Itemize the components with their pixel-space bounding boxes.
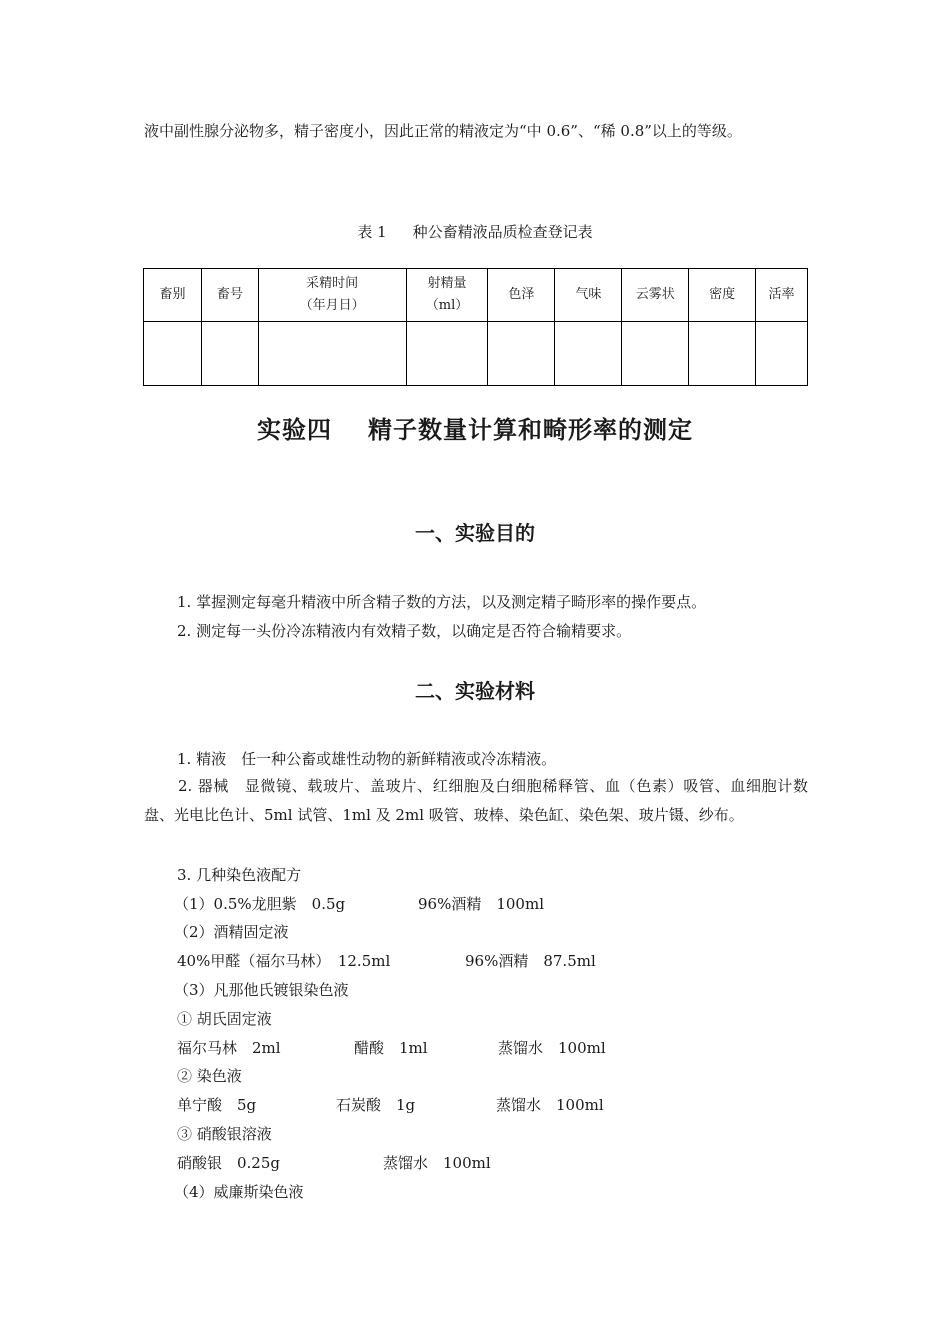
table-cell <box>689 322 756 386</box>
header-cell: 畜别 <box>144 269 202 322</box>
table-cell <box>488 322 555 386</box>
table-header-row <box>144 269 808 322</box>
list-item: 1. 精液 任一种公畜或雄性动物的新鲜精液或冷冻精液。 <box>177 750 557 768</box>
table-cell <box>258 322 406 386</box>
recipe-subheading: ③ 硝酸银溶液 <box>177 1125 272 1143</box>
recipe-subheading: ① 胡氏固定液 <box>177 1010 272 1028</box>
header-cell: 畜号 <box>201 269 258 322</box>
list-item: 3. 几种染色液配方 <box>177 866 302 884</box>
table-row <box>144 322 808 386</box>
list-item-paragraph: 2. 器械 显微镜、载玻片、盖玻片、红细胞及白细胞稀释管、血（色素）吸管、血细胞计数盘、光电比色计、5ml 试管、1ml 及 2ml 吸管、玻棒、染色缸、染色架、玻片镊、纱布。 <box>144 777 808 824</box>
header-cell: 射精量 （ml） <box>406 269 488 322</box>
table-cell <box>555 322 622 386</box>
table-cell <box>201 322 258 386</box>
table-cell <box>144 322 202 386</box>
experiment-heading <box>0 410 950 445</box>
header-cell: 密度 <box>689 269 756 322</box>
header-cell: 采精时间 （年月日） <box>258 269 406 322</box>
table-caption <box>0 221 950 242</box>
semen-quality-table <box>143 268 808 386</box>
experiment-title: 精子数量计算和畸形率的测定 <box>368 416 693 444</box>
list-item: 1. 掌握测定每毫升精液中所含精子数的方法，以及测定精子畸形率的操作要点。 <box>177 593 707 611</box>
header-cell: 气味 <box>555 269 622 322</box>
table-cell <box>756 322 808 386</box>
recipe-heading: （2）酒精固定液 <box>174 923 289 941</box>
experiment-number: 实验四 <box>257 416 332 444</box>
section-heading-purpose: 一、实验目的 <box>415 521 535 545</box>
table-cell <box>406 322 488 386</box>
table-cell <box>622 322 689 386</box>
recipe-heading: （4）威廉斯染色液 <box>174 1183 304 1201</box>
header-cell: 活率 <box>756 269 808 322</box>
section-heading-materials: 二、实验材料 <box>415 679 535 703</box>
intro-paragraph: 液中副性腺分泌物多，精子密度小，因此正常的精液定为“中 0.6”、“稀 0.8”以上的等级。 <box>144 122 742 140</box>
header-cell: 云雾状 <box>622 269 689 322</box>
recipe-subheading: ② 染色液 <box>177 1067 242 1085</box>
recipe-heading: （3）凡那他氏镀银染色液 <box>174 981 349 999</box>
list-item: 2. 测定每一头份冷冻精液内有效精子数，以确定是否符合输精要求。 <box>177 622 632 640</box>
header-cell: 色泽 <box>488 269 555 322</box>
table-number: 表 1 <box>357 223 387 241</box>
table-title: 种公畜精液品质检查登记表 <box>412 223 593 241</box>
